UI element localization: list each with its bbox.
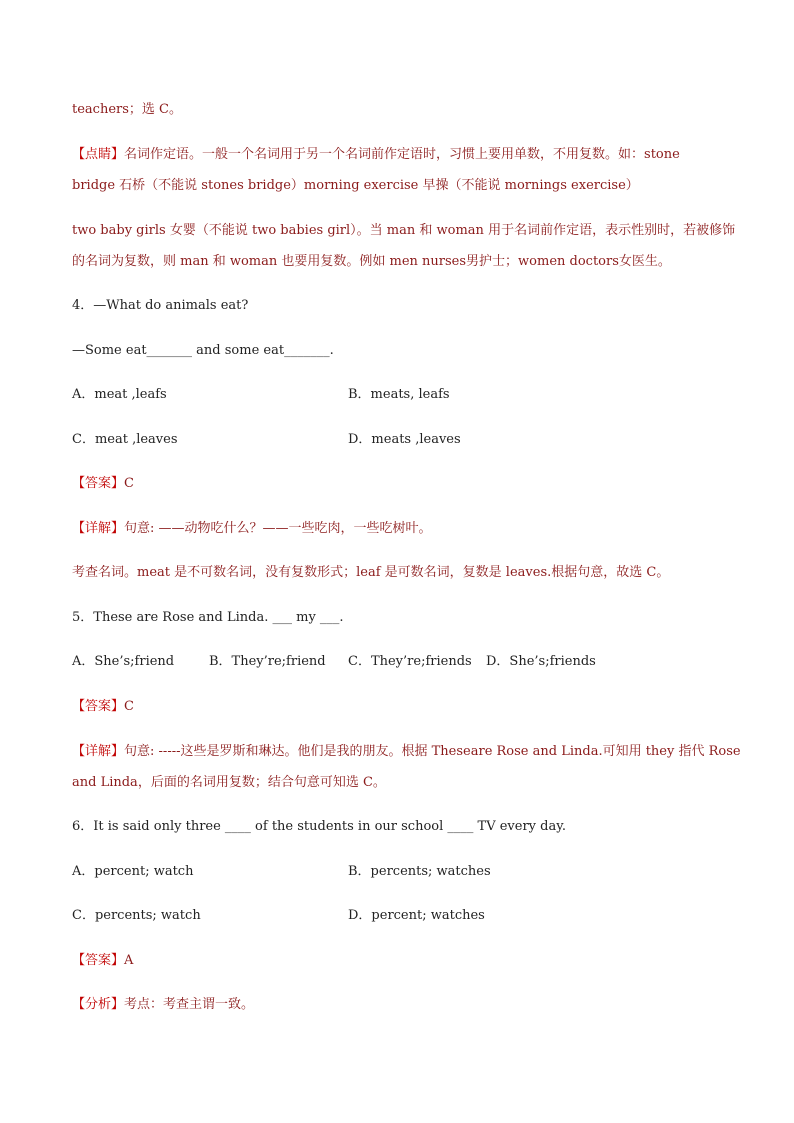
q5-option-b: B．They’re;friend (209, 654, 326, 669)
q5-option-a: A．She’s;friend (72, 654, 175, 669)
tip-line-4: 的名词为复数，则 man 和 woman 也要用复数。例如 men nurses男护士；women doctors女医生。 (72, 254, 671, 269)
q4-answer: 【答案】C (72, 476, 134, 491)
q4-option-c: C．meat ,leaves (72, 432, 178, 447)
q5-option-d: D．She’s;friends (486, 654, 596, 669)
q5-answer: 【答案】C (72, 699, 134, 714)
tip-tag: 【点睛】 (72, 147, 125, 162)
prev-answer-tail: teachers；选 C。 (72, 102, 182, 117)
q4-option-a: A．meat ,leafs (72, 387, 167, 402)
question-4-line2: —Some eat_______ and some eat_______. (72, 343, 334, 358)
q6-option-c: C．percents; watch (72, 908, 201, 923)
q4-detail-1: 【详解】句意: ——动物吃什么？——一些吃肉，一些吃树叶。 (72, 521, 432, 536)
q5-detail-1: 【详解】句意: -----这些是罗斯和琳达。他们是我的朋友。根据 Theseare Rose and Linda.可知用 they 指代 Rose (72, 744, 741, 759)
q4-option-d: D．meats ,leaves (348, 432, 461, 447)
q6-option-d: D．percent; watches (348, 908, 485, 923)
question-4-stem: 4．—What do animals eat? (72, 298, 249, 313)
tip-line-3: two baby girls 女婴（不能说 two babies girl）。当 man 和 woman 用于名词前作定语，表示性别时，若被修饰 (72, 223, 736, 238)
q6-option-a: A．percent; watch (72, 864, 194, 879)
question-6-stem: 6．It is said only three ____ of the students in our school ____ TV every day. (72, 819, 566, 834)
q6-answer: 【答案】A (72, 953, 134, 968)
question-5-stem: 5．These are Rose and Linda. ___ my ___. (72, 610, 344, 625)
q4-option-b: B．meats, leafs (348, 387, 450, 402)
tip-line-2: bridge 石桥（不能说 stones bridge）morning exercise 早操（不能说 mornings exercise） (72, 178, 639, 193)
tip-line-1: 【点睛】名词作定语。一般一个名词用于另一个名词前作定语时，习惯上要用单数，不用复数。如：stone (72, 147, 680, 162)
q6-option-b: B．percents; watches (348, 864, 491, 879)
q4-detail-2: 考查名词。meat 是不可数名词，没有复数形式；leaf 是可数名词，复数是 leaves.根据句意，故选 C。 (72, 565, 670, 580)
q6-analysis: 【分析】考点：考查主谓一致。 (72, 997, 255, 1012)
q5-option-c: C．They’re;friends (348, 654, 472, 669)
q5-detail-2: and Linda，后面的名词用复数；结合句意可知选 C。 (72, 775, 386, 790)
